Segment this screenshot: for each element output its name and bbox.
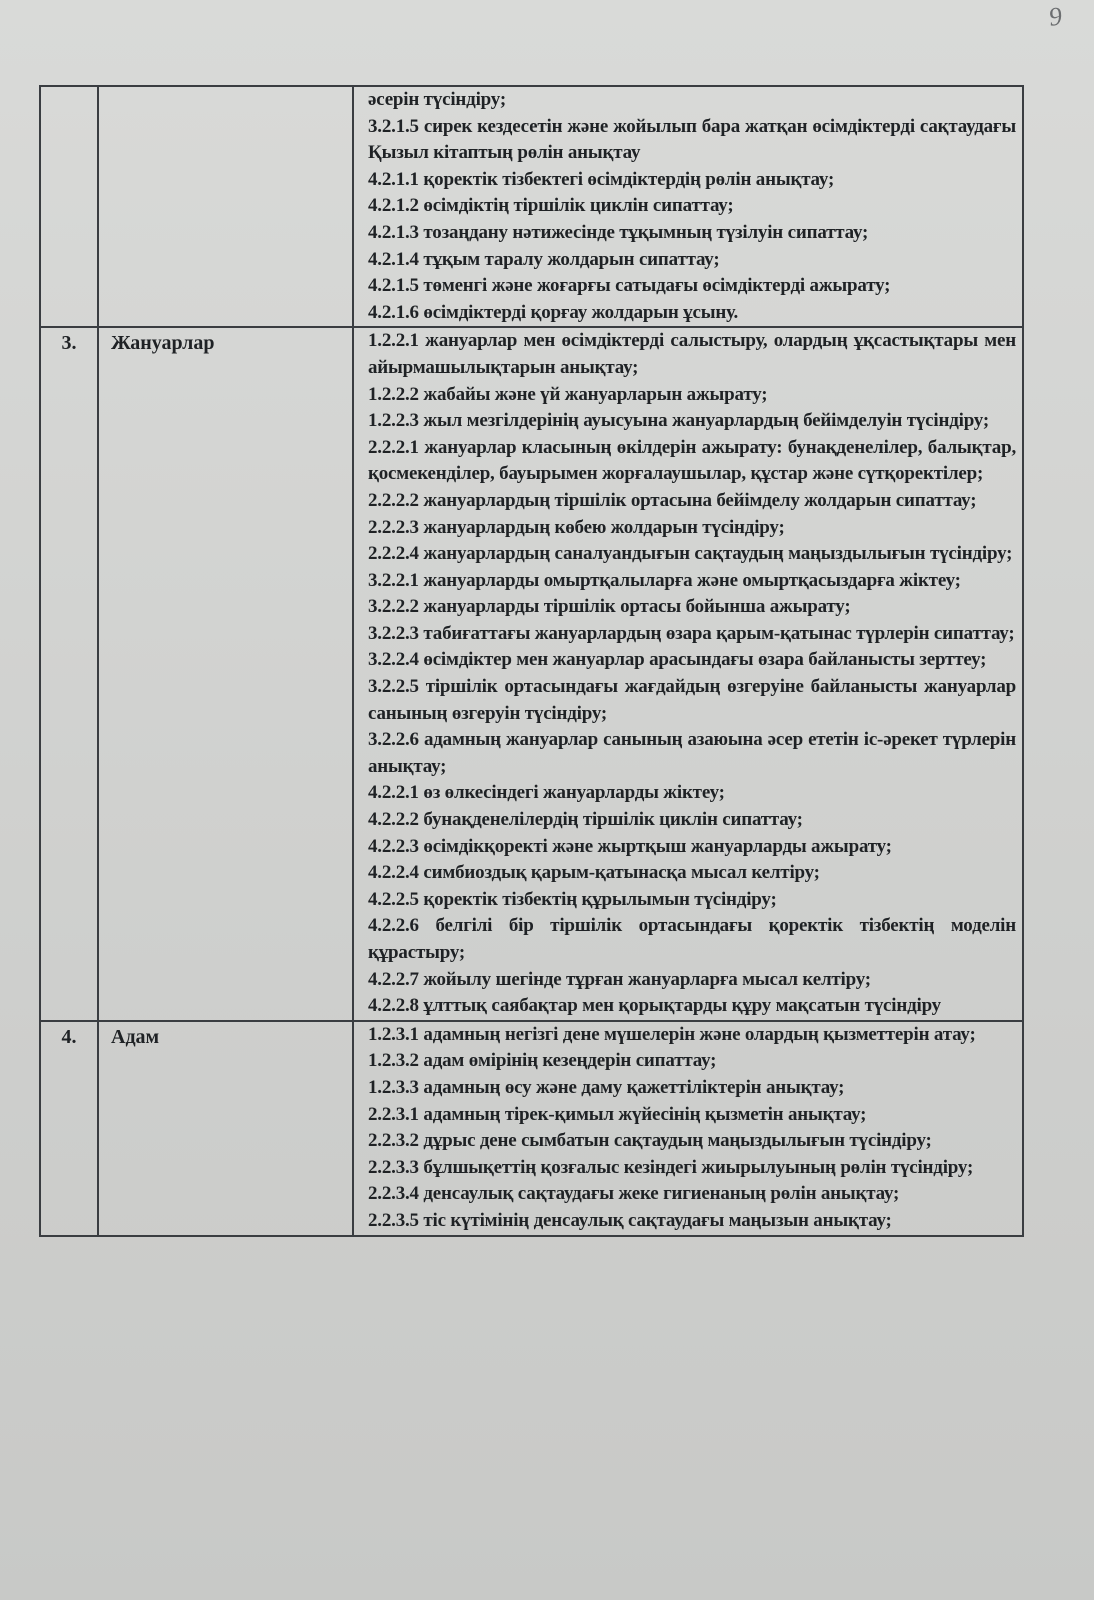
topic-cell [98, 86, 353, 327]
learning-goal: 4.2.2.3 өсімдікқоректі және жыртқыш жануарларды ажырату; [368, 835, 892, 857]
table-row [40, 86, 1023, 327]
table-body [40, 86, 1023, 1236]
learning-goal: 4.2.1.2 өсімдіктің тіршілік циклін сипаттау; [368, 195, 734, 217]
topic-name: Адам [111, 1025, 160, 1048]
topic-cell [98, 1021, 353, 1236]
learning-goal: 1.2.3.3 адамның өсу және даму қажеттіліктерін анықтау; [368, 1076, 845, 1098]
learning-goal: 4.2.1.5 төменгі және жоғарғы сатыдағы өсімдіктерді ажырату; [368, 275, 891, 297]
learning-goal: 1.2.3.2 адам өмірінің кезеңдерін сипаттау; [368, 1050, 717, 1072]
row-number-cell [40, 1021, 98, 1236]
learning-goal: 2.2.3.4 денсаулық сақтаудағы жеке гигиенаның рөлін анықтау; [368, 1183, 900, 1205]
learning-goal: 2.2.2.2 жануарлардың тіршілік ортасына бейімделу жолдарын сипаттау; [368, 489, 977, 511]
learning-goals-list [354, 87, 1022, 326]
learning-goal: 4.2.2.8 ұлттық саябақтар мен қорықтарды құру мақсатын түсіндіру [368, 995, 941, 1017]
learning-goal: 2.2.3.5 тіс күтімінің денсаулық сақтаудағы маңызын анықтау; [368, 1209, 892, 1231]
learning-goal: 3.2.1.5 сирек кездесетін және жойылып бара жатқан өсімдіктерді сақтаудағы Қызыл кітаптың рөлін анықтау [368, 115, 1016, 164]
learning-goal: 4.2.1.6 өсімдіктерді қорғау жолдарын ұсыну. [368, 301, 739, 323]
learning-goals-cell [353, 1021, 1023, 1236]
learning-goal: 4.2.2.7 жойылу шегінде тұрған жануарларға мысал келтіру; [368, 968, 871, 990]
curriculum-table [39, 85, 1024, 1237]
learning-goals-list [354, 1022, 1022, 1235]
learning-goals-list [354, 328, 1022, 1019]
learning-goal: 1.2.3.1 адамның негізгі дене мүшелерін және олардың қызметтерін атау; [368, 1023, 976, 1045]
learning-goal: 1.2.2.2 жабайы және үй жануарларын ажырату; [368, 383, 768, 405]
row-number: 4. [61, 1025, 77, 1048]
learning-goal: 4.2.1.3 тозаңдану нәтижесінде тұқымның түзілуін сипаттау; [368, 221, 869, 243]
topic-name: Жануарлар [111, 332, 215, 355]
page-mark: 9 [1046, 1, 1064, 32]
learning-goal: 3.2.2.2 жануарларды тіршілік ортасы бойынша ажырату; [368, 596, 851, 618]
learning-goal: әсерін түсіндіру; [368, 89, 506, 110]
learning-goal: 4.2.2.6 белгілі бір тіршілік ортасындағы қоректік тізбектің моделін құрастыру; [368, 915, 1016, 963]
learning-goal: 2.2.3.2 дұрыс дене сымбатын сақтаудың маңыздылығын түсіндіру; [368, 1130, 932, 1152]
learning-goals-cell [353, 86, 1023, 327]
learning-goal: 3.2.2.5 тіршілік ортасындағы жағдайдың өзгеруіне байланысты жануарлар санының өзгеруін түсіндіру; [368, 676, 1016, 724]
table-row [40, 1021, 1023, 1236]
learning-goal: 3.2.2.6 адамның жануарлар санының азаюына әсер ететін іс-әрекет түрлерін анықтау; [368, 729, 1016, 777]
row-number-cell [40, 86, 98, 327]
topic-name [99, 87, 352, 89]
learning-goal: 4.2.2.2 бунақденелілердің тіршілік циклін сипаттау; [368, 809, 803, 831]
learning-goal: 2.2.2.3 жануарлардың көбею жолдарын түсіндіру; [368, 516, 785, 538]
learning-goal: 3.2.2.1 жануарларды омыртқалыларға және омыртқасыздарға жіктеу; [368, 569, 961, 591]
learning-goal: 4.2.2.1 өз өлкесіндегі жануарларды жіктеу; [368, 782, 725, 804]
learning-goal: 4.2.1.1 қоректік тізбектегі өсімдіктердің рөлін анықтау; [368, 168, 835, 190]
learning-goal: 4.2.2.5 қоректік тізбектің құрылымын түсіндіру; [368, 888, 777, 910]
row-number: 3. [61, 332, 77, 355]
learning-goal: 4.2.1.4 тұқым таралу жолдарын сипаттау; [368, 248, 720, 270]
learning-goal: 1.2.2.3 жыл мезгілдерінің ауысуына жануарлардың бейімделуін түсіндіру; [368, 410, 989, 432]
learning-goal: 2.2.3.3 бұлшықеттің қозғалыс кезіндегі жиырылуының рөлін түсіндіру; [368, 1156, 974, 1178]
learning-goals-cell [353, 327, 1023, 1020]
learning-goal: 3.2.2.4 өсімдіктер мен жануарлар арасындағы өзара байланысты зерттеу; [368, 649, 987, 671]
row-number [41, 87, 97, 89]
learning-goal: 3.2.2.3 табиғаттағы жануарлардың өзара қарым-қатынас түрлерін сипаттау; [368, 622, 1015, 644]
table-row [40, 327, 1023, 1020]
learning-goal: 4.2.2.4 симбиоздық қарым-қатынасқа мысал келтіру; [368, 862, 820, 884]
learning-goal: 2.2.2.4 жануарлардың саналуандығын сақтаудың маңыздылығын түсіндіру; [368, 543, 1013, 565]
learning-goal: 2.2.2.1 жануарлар класының өкілдерін ажырату: бунақденелілер, балықтар, қосмекенділер, бауырымен жорғалаушылар, құстар және сүтқоректілер; [368, 436, 1016, 485]
learning-goal: 2.2.3.1 адамның тірек-қимыл жүйесінің қызметін анықтау; [368, 1103, 867, 1125]
row-number-cell [40, 327, 98, 1020]
topic-cell [98, 327, 353, 1020]
learning-goal: 1.2.2.1 жануарлар мен өсімдіктерді салыстыру, олардың ұқсастықтары мен айырмашылықтарын анықтау; [368, 330, 1016, 378]
